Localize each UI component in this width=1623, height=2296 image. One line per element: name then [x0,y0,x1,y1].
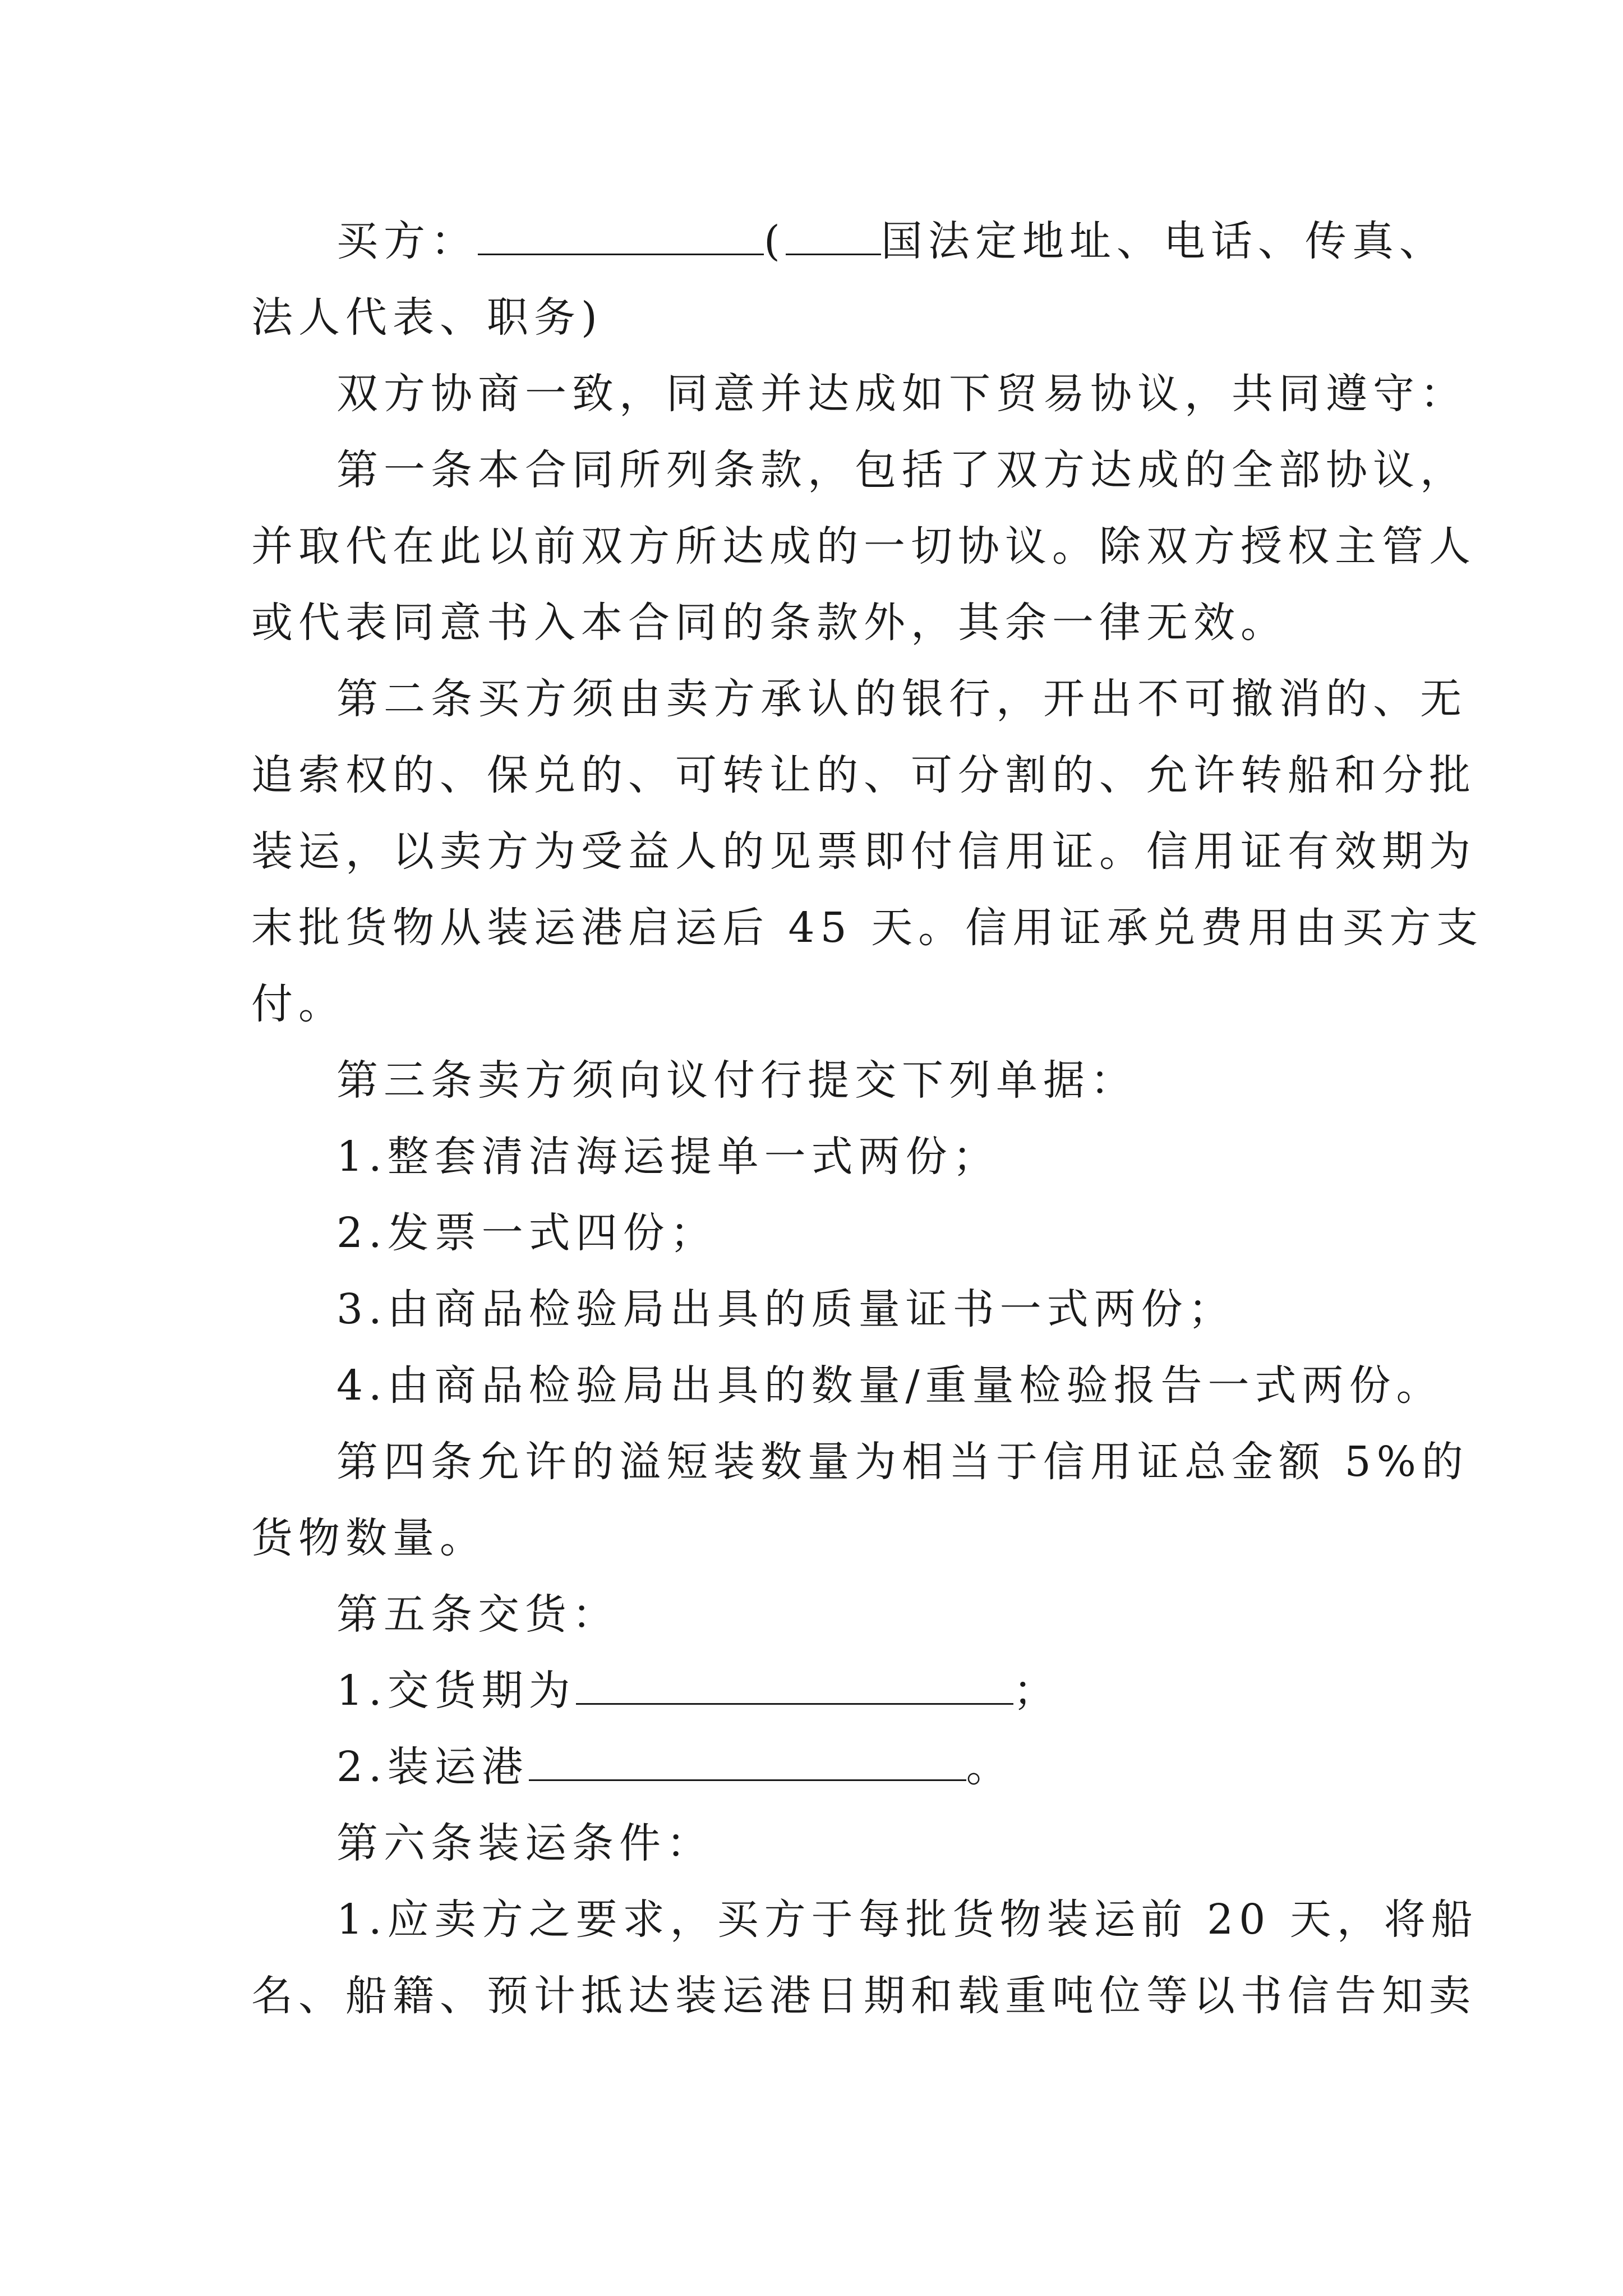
article-2-line-3: 装运，以卖方为受益人的见票即付信用证。信用证有效期为 [251,827,1476,876]
article-3-title: 第三条卖方须向议付行提交下列单据： [336,1056,1137,1105]
delivery-period-end: ； [1013,1667,1061,1715]
buyer-label: 买方： [336,217,478,265]
loading-port-end: 。 [966,1743,1013,1791]
article-3-item-4: 4.由商品检验局出具的数量/重量检验报告一式两份。 [336,1361,1444,1410]
buyer-country-blank [786,218,881,255]
article-4-line-2: 货物数量。 [251,1514,487,1562]
article-5-title: 第五条交货： [336,1590,619,1639]
article-2-line-1: 第二条买方须由卖方承认的银行，开出不可撤消的、无 [336,675,1467,723]
buyer-name-blank [478,218,764,255]
article-1-line-1: 第一条本合同所列条款，包括了双方达成的全部协议， [336,446,1467,494]
article-3-item-1: 1.整套清洁海运提单一式两份； [336,1133,1000,1181]
article-6-title: 第六条装运条件： [336,1819,713,1867]
buyer-line [336,213,1446,269]
article-5-item-1 [336,1663,1061,1719]
buyer-paren-open: ( [764,217,786,265]
article-1-line-3: 或代表同意书入本合同的条款外，其余一律无效。 [251,599,1288,647]
article-2-line-2: 追索权的、保兑的、可转让的、可分割的、允许转船和分批 [251,751,1476,799]
loading-port-label: 2.装运港 [336,1743,529,1791]
article-2-line-5: 付。 [251,980,345,1028]
article-3-item-3: 3.由商品检验局出具的质量证书一式两份； [336,1285,1235,1333]
article-3-item-2: 2.发票一式四份； [336,1209,717,1257]
article-5-item-2 [336,1739,1013,1795]
article-2-line-4: 末批货物从装运港启运后 45 天。信用证承兑费用由买方支 [251,904,1484,952]
buyer-line-2: 法人代表、职务) [251,293,603,342]
article-6-line-2: 名、船籍、预计抵达装运港日期和载重吨位等以书信告知卖 [251,1972,1476,2020]
article-6-line-1: 1.应卖方之要求，买方于每批货物装运前 20 天，将船 [336,1895,1478,1944]
intro-paragraph: 双方协商一致，同意并达成如下贸易协议，共同遵守： [336,370,1467,418]
article-1-line-2: 并取代在此以前双方所达成的一切协议。除双方授权主管人 [251,522,1476,570]
article-4-line-1: 第四条允许的溢短装数量为相当于信用证总金额 5%的 [336,1438,1469,1486]
delivery-period-blank [576,1667,1013,1705]
loading-port-blank [529,1743,966,1781]
buyer-after-blank: 国法定地址、电话、传真、 [880,217,1446,265]
delivery-period-label: 1.交货期为 [336,1667,576,1715]
